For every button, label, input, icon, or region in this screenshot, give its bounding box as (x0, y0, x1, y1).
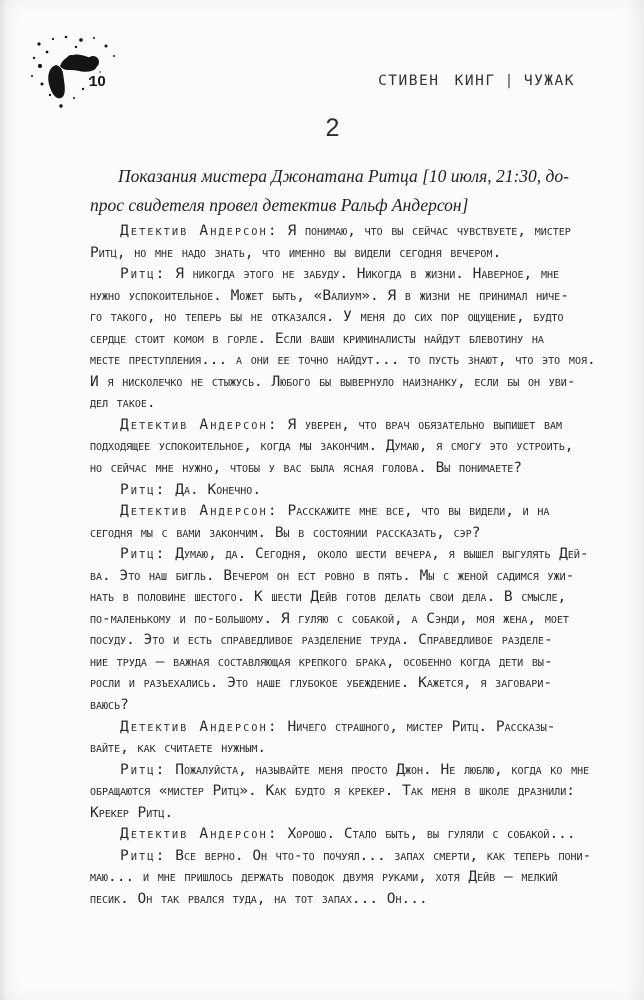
header-separator: | (504, 73, 515, 89)
text-line: ние труда — важная составляющая крепкого брака, особенно когда дети вы- (90, 653, 553, 670)
text-line (90, 846, 592, 868)
speech-text: Расскажите мне все, что вы видели, и на (287, 503, 550, 520)
speech-text: Да. Конечно. (175, 481, 262, 498)
text-line: маю... и мне пришлось держать поводок двумя руками, хотя Дейв — мелкий (90, 869, 558, 886)
speaker-name: Ритц: (120, 761, 167, 778)
text-line: но сейчас мне нужно, чтобы у вас была ясная голова. Вы понимаете? (90, 460, 522, 477)
text-line: нужно успокоительное. Может быть, «Валиум». Я в жизни не принимал ниче- (90, 287, 569, 304)
speaker-name: Детектив Андерсон: (120, 503, 279, 520)
ink-splatter-icon (26, 32, 130, 116)
page-number: 10 (89, 73, 106, 90)
transcript (90, 221, 596, 911)
text-line (90, 824, 575, 846)
speech-text: Я никогда этого не забуду. Никогда в жизни. Наверное, мне (175, 266, 560, 283)
text-line (90, 544, 589, 566)
text-line: вайте, как считаете нужным. (90, 740, 267, 757)
speech-text: Я понимаю, что вы сейчас чувствуете, мистер (287, 223, 571, 239)
chapter-number: 2 (325, 114, 340, 142)
text-line (90, 501, 575, 523)
speech-text: Все верно. Он что-то почуял... запах смерти, как теперь пони- (175, 847, 592, 864)
text-line: сердце стоит комом в горле. Если ваши криминалисты найдут блевотину на (90, 330, 544, 347)
paragraph (90, 415, 575, 480)
text-line: росли и разъехались. Это наше глубокое убеждение. Кажется, я заговари- (90, 675, 553, 692)
text-line: Ритц, но мне надо знать, что именно вы видели сегодня вечером. (90, 244, 502, 261)
text-line: сегодня мы с вами закончим. Вы в состоянии рассказать, сэр? (90, 524, 481, 541)
text-line: дел такое. (90, 395, 156, 412)
speaker-name: Детектив Андерсон: (120, 416, 279, 433)
paragraph (90, 717, 575, 760)
text-line (90, 480, 575, 502)
text-line: посуду. Это и есть справедливое разделение труда. Справедливое разделе- (90, 632, 553, 649)
paragraph (90, 480, 575, 502)
speaker-name: Детектив Андерсон: (120, 826, 279, 843)
epigraph-line: Показания мистера Джонатана Ритца [10 июля, 21:30, до- (118, 166, 569, 186)
paragraph (90, 501, 575, 544)
running-header (378, 73, 575, 89)
speaker-name: Детектив Андерсон: (120, 223, 279, 239)
text-line (90, 717, 575, 739)
text-line (90, 221, 575, 243)
text-line: го такого, но теперь бы не отказался. У меня до сих пор ощущение, будто (90, 309, 564, 326)
speaker-name: Ритц: (120, 481, 167, 498)
speech-text: Хорошо. Стало быть, вы гуляли с собакой... (287, 826, 576, 843)
text-line: подходящее успокоительное, когда мы закончим. Думаю, я смогу это устроить, (90, 438, 574, 455)
paragraph (90, 846, 592, 911)
paragraph (90, 264, 596, 415)
speaker-name: Ритц: (120, 847, 167, 864)
paragraph (90, 760, 590, 825)
speaker-name: Ритц: (120, 546, 167, 563)
header-book-title: ЧУЖАК (523, 73, 575, 89)
text-line: ва. Это наш бигль. Вечером он ест ровно в пять. Мы с женой садимся ужи- (90, 567, 575, 584)
epigraph-line: прос свидетеля провел детектив Ральф Андерсон] (90, 195, 469, 215)
paragraph (90, 824, 575, 846)
text-line: ваюсь? (90, 697, 129, 714)
speech-text: Думаю, да. Сегодня, около шести вечера, я вышел выгулять Дей- (175, 546, 589, 563)
epigraph (90, 162, 575, 220)
text-line: нать в половине шестого. К шести Дейв готов делать свои дела. В смысле, (90, 589, 567, 606)
speaker-name: Детектив Андерсон: (120, 718, 279, 735)
text-line (90, 264, 575, 286)
paragraph (90, 221, 575, 264)
text-line: песик. Он так рвался туда, на тот запах... Он... (90, 890, 428, 907)
text-line (90, 760, 590, 782)
speech-text: Я уверен, что врач обязательно выпишет вам (287, 416, 563, 433)
header-author: СТИВЕН КИНГ (378, 73, 496, 89)
speaker-name: Ритц: (120, 266, 167, 283)
text-line: месте преступления... а они ее точно найдут... то пусть знают, что это моя. (90, 352, 596, 369)
text-line: И я нисколечко не стыжусь. Любого бы вывернуло наизнанку, если бы он уви- (90, 373, 576, 390)
paragraph (90, 544, 589, 716)
text-line: по-маленькому и по-большому. Я гуляю с собакой, а Сэнди, моя жена, моет (90, 610, 569, 627)
text-line: обращаются «мистер Ритц». Как будто я крекер. Так меня в школе дразнили: (90, 783, 575, 800)
speech-text: Пожалуйста, называйте меня просто Джон. Не люблю, когда ко мне (175, 761, 590, 778)
speech-text: Ничего страшного, мистер Ритц. Рассказы- (287, 718, 556, 735)
text-line: Крекер Ритц. (90, 804, 174, 821)
text-line (90, 415, 575, 437)
